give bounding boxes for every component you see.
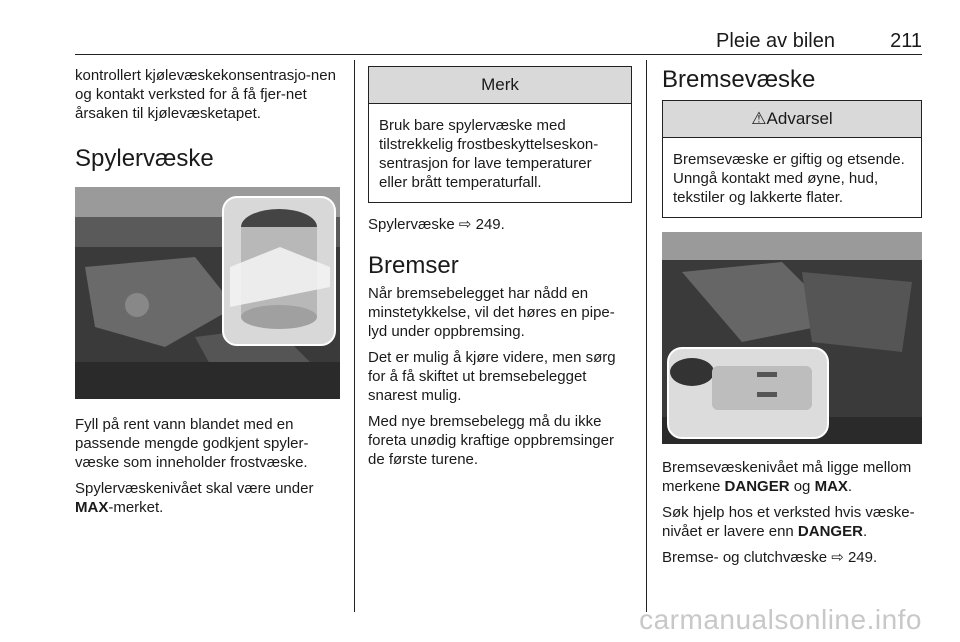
brake-new-pads-paragraph: Med nye bremsebelegg må du ikke foreta unødig kraftige oppbremsinger de første turene.	[368, 413, 614, 468]
warning-box-title	[663, 101, 921, 138]
note-box-title: Merk	[369, 67, 631, 104]
connector-text: og	[789, 478, 815, 495]
brake-reservoir-illustration	[662, 232, 922, 444]
washer-fluid-reference: Spylervæske ⇨ 249.	[368, 216, 505, 233]
section-heading-spylervaeske: Spylervæske	[75, 145, 214, 172]
page-number: 211	[890, 30, 922, 52]
section-heading-bremser: Bremser	[368, 252, 459, 279]
column-divider-2	[646, 60, 647, 612]
washer-fill-paragraph: Fyll på rent vann blandet med en passende mengde godkjent spyler-væske som inneholder frostvæske.	[75, 416, 309, 471]
workshop-help-paragraph	[662, 503, 922, 541]
max-label: MAX	[75, 499, 109, 516]
section-heading-bremsevaeske: Bremsevæske	[662, 66, 816, 93]
column-1	[75, 66, 340, 524]
washer-fluid-figure	[75, 187, 340, 399]
danger-label: DANGER	[724, 478, 790, 495]
brake-clutch-reference: Bremse- og clutchvæske ⇨ 249.	[662, 549, 878, 566]
brake-fluid-level-paragraph	[662, 458, 922, 496]
watermark: carmanualsonline.info	[639, 604, 922, 635]
column-3	[662, 66, 922, 574]
warning-title: Advarsel	[766, 109, 833, 128]
column-2	[368, 66, 632, 476]
brake-pads-paragraph: Når bremsebelegget har nådd en minstetykkelse, vil det høres en pipe-lyd under oppbremsing.	[368, 285, 615, 340]
brake-fluid-level-text: Bremsevæskenivået må ligge mellom merkene	[662, 459, 912, 495]
column-divider-1	[354, 60, 355, 612]
workshop-help-text: Søk hjelp hos et verksted hvis væske-nivået er lavere enn	[662, 504, 915, 540]
header-rule	[75, 54, 922, 55]
brake-continue-paragraph: Det er mulig å kjøre videre, men sørg for å få skiftet ut bremsebelegget snarest mulig.	[368, 349, 616, 404]
warning-box-body: Bremsevæske er giftig og etsende. Unngå kontakt med øyne, hud, tekstiler og lakkerte flater.	[673, 151, 905, 206]
period-2: .	[862, 523, 868, 540]
washer-level-suffix: -merket.	[108, 499, 164, 516]
washer-level-paragraph	[75, 479, 340, 517]
period: .	[847, 478, 853, 495]
warning-box	[662, 100, 922, 218]
note-box	[368, 66, 632, 203]
max-label-brake: MAX	[814, 478, 848, 495]
page-header-title: Pleie av bilen	[716, 30, 835, 52]
danger-label-2: DANGER	[797, 523, 863, 540]
warning-triangle-icon: ⚠	[751, 109, 767, 128]
engine-bay-illustration	[75, 187, 340, 399]
washer-level-text: Spylervæskenivået skal være under	[75, 480, 314, 497]
note-box-body: Bruk bare spylervæske med tilstrekkelig frostbeskyttelseskon-sentrasjon for lave temperaturer eller brått temperaturfall.	[379, 117, 599, 191]
intro-paragraph: kontrollert kjølevæskekonsentrasjo-nen og kontakt verksted for å få fjer-net årsaken til kjølevæsketapet.	[75, 67, 336, 122]
brake-fluid-figure	[662, 232, 922, 444]
